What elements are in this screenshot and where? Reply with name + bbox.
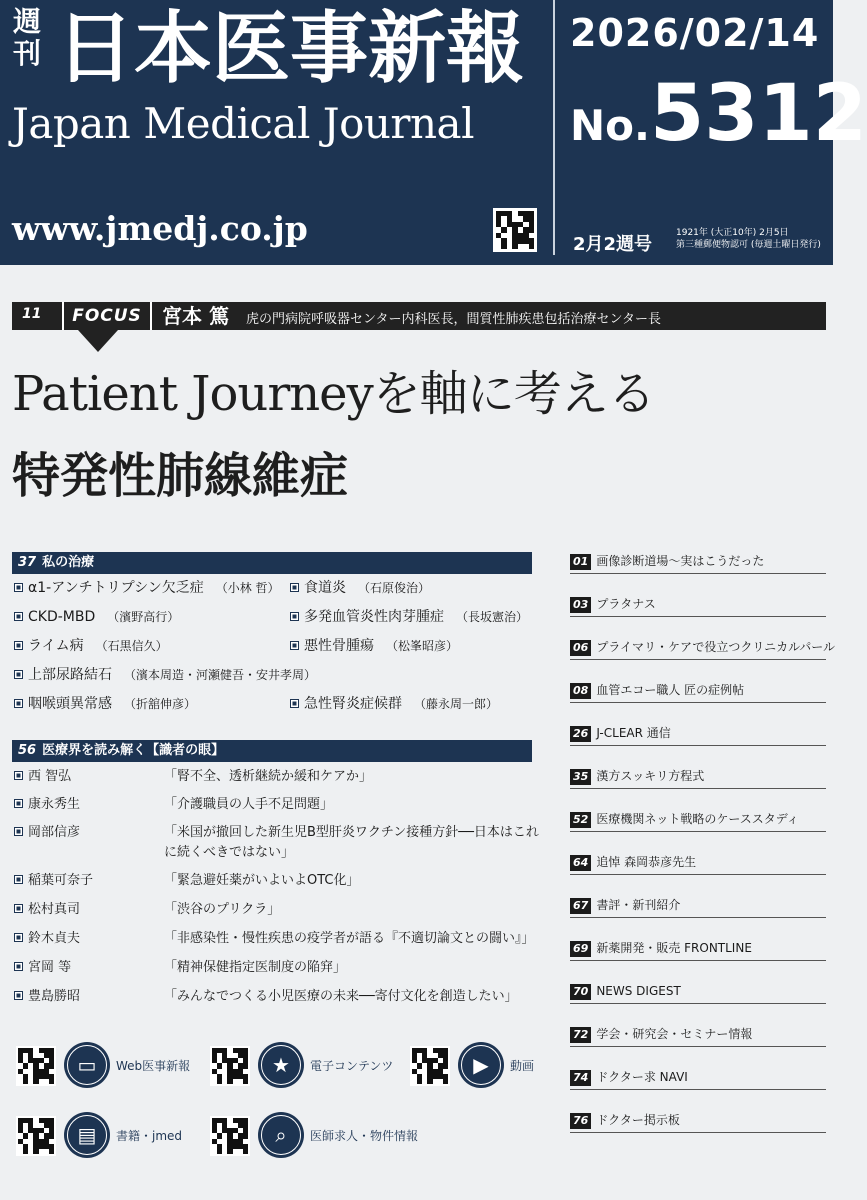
- book-icon: ▤: [64, 1112, 110, 1158]
- opinion-title: 「腎不全、透析継続か緩和ケアか」: [164, 769, 373, 784]
- toc-page-number: 76: [570, 1113, 591, 1129]
- toc-item[interactable]: [570, 810, 826, 832]
- toc-page-number: 03: [570, 597, 591, 613]
- focus-bar: [12, 302, 826, 330]
- opinion-author: 鈴木貞夫: [14, 929, 80, 949]
- focus-headline-line-1[interactable]: Patient Journeyを軸に考える: [12, 366, 655, 422]
- treatment-item[interactable]: 急性腎炎症候群 （藤永周一郎）: [290, 695, 498, 714]
- opinion-author: 宮岡 等: [14, 958, 71, 978]
- toc-page-number: 35: [570, 769, 591, 785]
- link-label: Web医事新報: [116, 1059, 191, 1073]
- opinion-title: 「非感染性・慢性疾患の疫学者が語る『不適切論文との闘い』」: [164, 931, 535, 946]
- bullet-square-icon: [290, 699, 299, 708]
- treatment-item[interactable]: 上部尿路結石 （濱本周造・河瀬健吾・安井孝周）: [14, 666, 316, 685]
- toc-label: ドクター求 NAVI: [596, 1070, 688, 1084]
- header-qr-code[interactable]: [493, 208, 537, 252]
- toc-page-number: 74: [570, 1070, 591, 1086]
- toc-page-number: 52: [570, 812, 591, 828]
- opinion-title: 「精神保健指定医制度の陥穽」: [164, 960, 347, 975]
- opinion-title: 「介護職員の人手不足問題」: [164, 797, 334, 812]
- toc-label: 新薬開発・販売 FRONTLINE: [596, 941, 752, 955]
- issue-number-value: 5312: [649, 69, 867, 159]
- opinion-title: 「みんなでつくる小児医療の未来──寄付文化を創造したい」: [164, 989, 518, 1004]
- toc-item[interactable]: [570, 1111, 826, 1133]
- toc-label: 医療機関ネット戦略のケーススタディ: [596, 812, 799, 826]
- issue-week: 2月2週号: [573, 234, 653, 255]
- publication-note: [676, 227, 831, 251]
- bullet-square-icon: [14, 991, 23, 1000]
- treatment-item[interactable]: α1-アンチトリプシン欠乏症 （小林 哲）: [14, 579, 280, 598]
- bullet-square-icon: [14, 670, 23, 679]
- opinion-title: 「渋谷のプリクラ」: [164, 902, 281, 917]
- toc-page-number: 64: [570, 855, 591, 871]
- link-label: 医師求人・物件情報: [310, 1129, 419, 1143]
- bullet-square-icon: [14, 699, 23, 708]
- bullet-square-icon: [14, 962, 23, 971]
- journal-title-jp: 日本医事新報: [56, 4, 525, 94]
- bullet-square-icon: [14, 612, 23, 621]
- toc-label: 血管エコー職人 匠の症例帖: [596, 683, 745, 697]
- toc-label: 書評・新刊紹介: [596, 898, 681, 912]
- toc-page-number: 06: [570, 640, 591, 656]
- toc-item[interactable]: [570, 896, 826, 918]
- website-url[interactable]: www.jmedj.co.jp: [12, 209, 308, 248]
- toc-item[interactable]: [570, 724, 826, 746]
- bullet-square-icon: [14, 799, 23, 808]
- toc-item[interactable]: [570, 982, 826, 1004]
- publication-note-line-1: 1921年 (大正10年) 2月5日: [676, 228, 789, 238]
- treatment-item[interactable]: 悪性骨腫瘍 （松峯昭彦）: [290, 637, 458, 656]
- bullet-square-icon: [14, 641, 23, 650]
- toc-item[interactable]: [570, 853, 826, 875]
- focus-author-name: 宮本 篤: [162, 304, 229, 328]
- bullet-square-icon: [14, 933, 23, 942]
- magnifier-icon: ⌕: [258, 1112, 304, 1158]
- issue-prefix: No.: [570, 101, 650, 150]
- opinion-author: 西 智弘: [14, 767, 71, 787]
- toc-item[interactable]: [570, 595, 826, 617]
- link-label: 動画: [510, 1059, 535, 1073]
- qr-code[interactable]: [210, 1116, 250, 1156]
- opinion-author: 岡部信彦: [14, 823, 80, 843]
- opinion-author: 稲葉可奈子: [14, 871, 93, 891]
- toc-label: 漢方スッキリ方程式: [596, 769, 705, 783]
- opinion-title: 「米国が撤回した新生児B型肝炎ワクチン接種方針──日本はこれに続くべきではない」: [164, 825, 539, 860]
- toc-label: 画像診断道場～実はこうだった: [596, 554, 765, 568]
- toc-label: J-CLEAR 通信: [596, 726, 671, 740]
- toc-item[interactable]: [570, 767, 826, 789]
- treatment-item[interactable]: 咽喉頭異常感 （折舘伸彦）: [14, 695, 196, 714]
- link-label: 電子コンテンツ: [310, 1059, 394, 1073]
- treatment-section-header: [12, 552, 532, 574]
- toc-label: 学会・研究会・セミナー情報: [596, 1027, 753, 1041]
- weekly-label: 週刊: [12, 5, 41, 70]
- opinion-section-header: [12, 740, 532, 762]
- toc-page-number: 69: [570, 941, 591, 957]
- toc-label: ドクター掲示板: [596, 1113, 680, 1127]
- toc-page-number: 72: [570, 1027, 591, 1043]
- toc-item[interactable]: [570, 638, 835, 660]
- monitor-icon: ▭: [64, 1042, 110, 1088]
- toc-page-number: 08: [570, 683, 591, 699]
- toc-item[interactable]: [570, 552, 826, 574]
- toc-item[interactable]: [570, 1068, 826, 1090]
- treatment-item[interactable]: 食道炎 （石原俊治）: [290, 579, 430, 598]
- treatment-item[interactable]: ライム病 （石黒信久）: [14, 637, 168, 656]
- treatment-section-title: 私の治療: [42, 555, 95, 570]
- focus-author-affiliation: 虎の門病院呼吸器センター内科医長，間質性肺疾患包括治療センター長: [246, 312, 661, 327]
- stars-icon: ★: [258, 1042, 304, 1088]
- focus-pointer-icon: [78, 330, 118, 352]
- treatment-item[interactable]: CKD-MBD （濱野高行）: [14, 608, 179, 627]
- focus-headline-line-2[interactable]: 特発性肺線維症: [12, 448, 349, 504]
- bullet-square-icon: [14, 827, 23, 836]
- issue-number: [570, 68, 867, 160]
- masthead: [0, 0, 867, 265]
- bullet-square-icon: [290, 641, 299, 650]
- opinion-title: 「緊急避妊薬がいよいよOTC化」: [164, 873, 360, 888]
- bullet-square-icon: [14, 583, 23, 592]
- toc-label: 追悼 森岡恭彦先生: [596, 855, 697, 869]
- header-divider: [553, 0, 555, 255]
- focus-tag: FOCUS: [62, 302, 152, 330]
- treatment-page-number: 37: [18, 555, 37, 570]
- opinion-author: 康永秀生: [14, 795, 80, 815]
- toc-label: プラタナス: [596, 597, 656, 611]
- qr-code[interactable]: [16, 1116, 56, 1156]
- video-icon: ▶: [458, 1042, 504, 1088]
- link-label: 書籍・jmed: [116, 1129, 183, 1143]
- qr-code[interactable]: [210, 1046, 250, 1086]
- toc-page-number: 01: [570, 554, 591, 570]
- focus-page-number: 11: [22, 306, 42, 322]
- bullet-square-icon: [290, 612, 299, 621]
- toc-label: NEWS DIGEST: [596, 984, 681, 998]
- opinion-author: 松村真司: [14, 900, 80, 920]
- publication-note-line-2: 第三種郵便物認可 (毎週土曜日発行): [676, 240, 821, 250]
- toc-page-number: 26: [570, 726, 591, 742]
- toc-item[interactable]: [570, 939, 826, 961]
- opinion-author: 豊島勝昭: [14, 987, 80, 1007]
- opinion-page-number: 56: [18, 743, 37, 758]
- qr-code[interactable]: [16, 1046, 56, 1086]
- journal-title-en: Japan Medical Journal: [12, 99, 474, 148]
- toc-page-number: 70: [570, 984, 591, 1000]
- toc-page-number: 67: [570, 898, 591, 914]
- opinion-section-title: 医療界を読み解く【識者の眼】: [42, 743, 225, 758]
- toc-item[interactable]: [570, 1025, 826, 1047]
- bullet-square-icon: [14, 904, 23, 913]
- toc-label: プライマリ・ケアで役立つクリニカルパール: [596, 640, 835, 654]
- bullet-square-icon: [290, 583, 299, 592]
- bullet-square-icon: [14, 771, 23, 780]
- issue-date: 2026/02/14: [570, 11, 820, 55]
- toc-item[interactable]: [570, 681, 826, 703]
- bullet-square-icon: [14, 875, 23, 884]
- qr-code[interactable]: [410, 1046, 450, 1086]
- treatment-item[interactable]: 多発血管炎性肉芽腫症 （長坂憲治）: [290, 608, 528, 627]
